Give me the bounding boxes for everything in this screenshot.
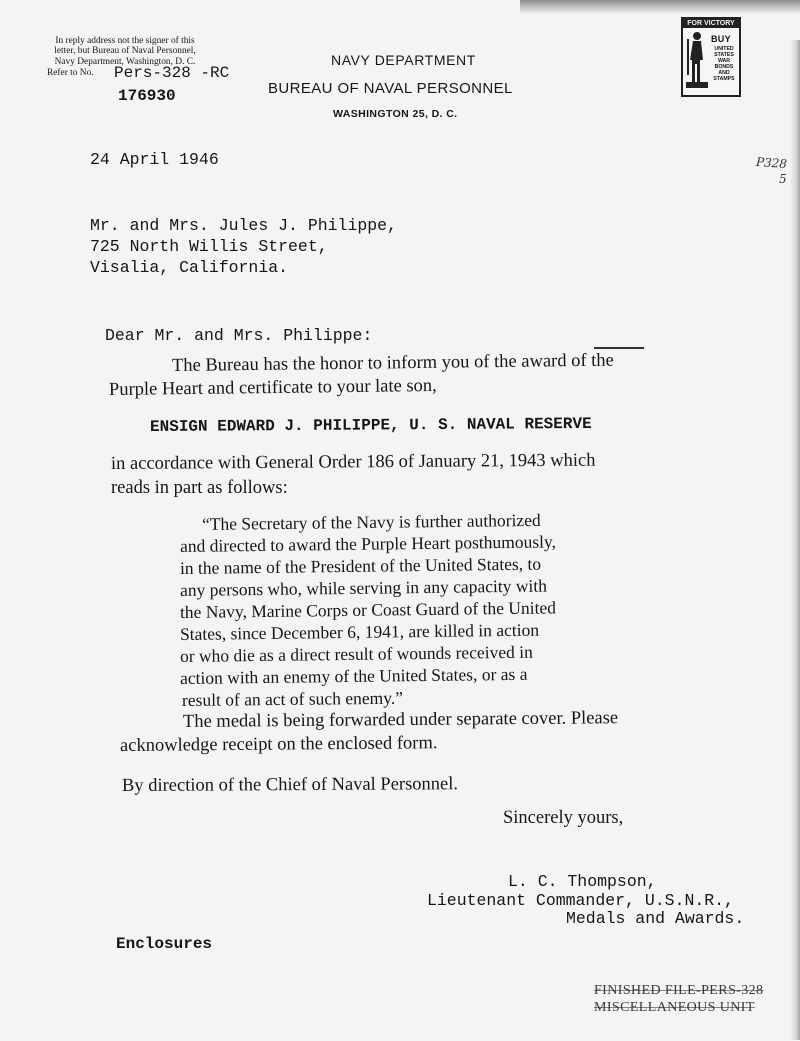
reply-instruction bbox=[30, 36, 220, 67]
reply-note-line: Navy Department, Washington, D. C. bbox=[54, 56, 196, 67]
handwritten-note: P328 bbox=[755, 154, 788, 172]
quote-line: and directed to award the Purple Heart posthumously, bbox=[179, 531, 557, 556]
quote-line: in the name of the President of the United States, to bbox=[179, 553, 542, 578]
refer-label: Refer to No. bbox=[47, 68, 94, 78]
bureau-heading: BUREAU OF NAVAL PERSONNEL bbox=[268, 80, 513, 97]
handwritten-note: 5 bbox=[779, 172, 787, 186]
closing: Sincerely yours, bbox=[503, 808, 624, 828]
refer-value: Pers-328 -RC bbox=[114, 64, 230, 82]
city-heading: WASHINGTON 25, D. C. bbox=[333, 108, 458, 120]
signature-line: Lieutenant Commander, U.S.N.R., bbox=[427, 891, 734, 910]
quote-line: the Navy, Marine Corps or Coast Guard of the United bbox=[179, 597, 557, 622]
scan-edge-right bbox=[790, 40, 800, 1040]
body-line: The Bureau has the honor to inform you of the award of the bbox=[171, 350, 614, 376]
stamp-banner: FOR VICTORY bbox=[683, 19, 739, 28]
file-stamp-line: MISCELLANEOUS UNIT bbox=[594, 1000, 755, 1015]
war-bond-stamp bbox=[681, 17, 741, 97]
body-line: in accordance with General Order 186 of January 21, 1943 which bbox=[110, 450, 596, 474]
refer-number: 176930 bbox=[118, 87, 176, 105]
address-line: 725 North Willis Street, bbox=[90, 237, 328, 256]
body-line: acknowledge receipt on the enclosed form. bbox=[119, 733, 438, 756]
body-line: reads in part as follows: bbox=[111, 478, 288, 498]
stamp-line: UNITED bbox=[714, 46, 734, 52]
letter-date: 24 April 1946 bbox=[90, 150, 219, 169]
address-line: Mr. and Mrs. Jules J. Philippe, bbox=[90, 216, 397, 235]
pencil-mark bbox=[594, 347, 644, 349]
department-heading: NAVY DEPARTMENT bbox=[331, 52, 476, 68]
body-line: Purple Heart and certificate to your late son, bbox=[108, 375, 437, 400]
signature-line: Medals and Awards. bbox=[566, 909, 745, 928]
stamp-line: WAR bbox=[717, 58, 731, 64]
stamp-line: STAMPS bbox=[713, 76, 735, 82]
body-line: The medal is being forwarded under separate cover. Please bbox=[182, 708, 619, 732]
quote-line: States, since December 6, 1941, are killed in action bbox=[179, 619, 540, 644]
recipient-name: ENSIGN EDWARD J. PHILIPPE, U. S. NAVAL RESERVE bbox=[149, 414, 592, 436]
quote-line: or who die as a direct result of wounds received in bbox=[179, 641, 533, 666]
stamp-line: AND bbox=[718, 70, 730, 76]
enclosures-label: Enclosures bbox=[116, 935, 213, 953]
signature-line: L. C. Thompson, bbox=[508, 872, 657, 891]
body-line: By direction of the Chief of Naval Personnel. bbox=[121, 774, 459, 796]
quote-line: any persons who, while serving in any capacity with bbox=[179, 575, 548, 600]
quote-line: action with an enemy of the United States, or as a bbox=[179, 663, 528, 688]
minuteman-icon bbox=[685, 30, 709, 90]
stamp-buy: BUY bbox=[711, 34, 731, 44]
stamp-line: BONDS bbox=[714, 64, 734, 70]
quote-line: result of an act of such enemy.” bbox=[181, 687, 404, 710]
stamp-line: STATES bbox=[714, 52, 734, 58]
scan-edge-top bbox=[520, 0, 800, 14]
reply-note-line: In reply address not the signer of this bbox=[55, 36, 195, 46]
address-line: Visalia, California. bbox=[90, 258, 289, 277]
quote-line: “The Secretary of the Navy is further authorized bbox=[201, 509, 541, 534]
salutation: Dear Mr. and Mrs. Philippe: bbox=[105, 326, 373, 345]
reply-note-line: letter, but Bureau of Naval Personnel, bbox=[54, 46, 196, 57]
file-stamp-line: FINISHED FILE-PERS-328 bbox=[594, 983, 764, 998]
stamp-text bbox=[709, 46, 739, 82]
